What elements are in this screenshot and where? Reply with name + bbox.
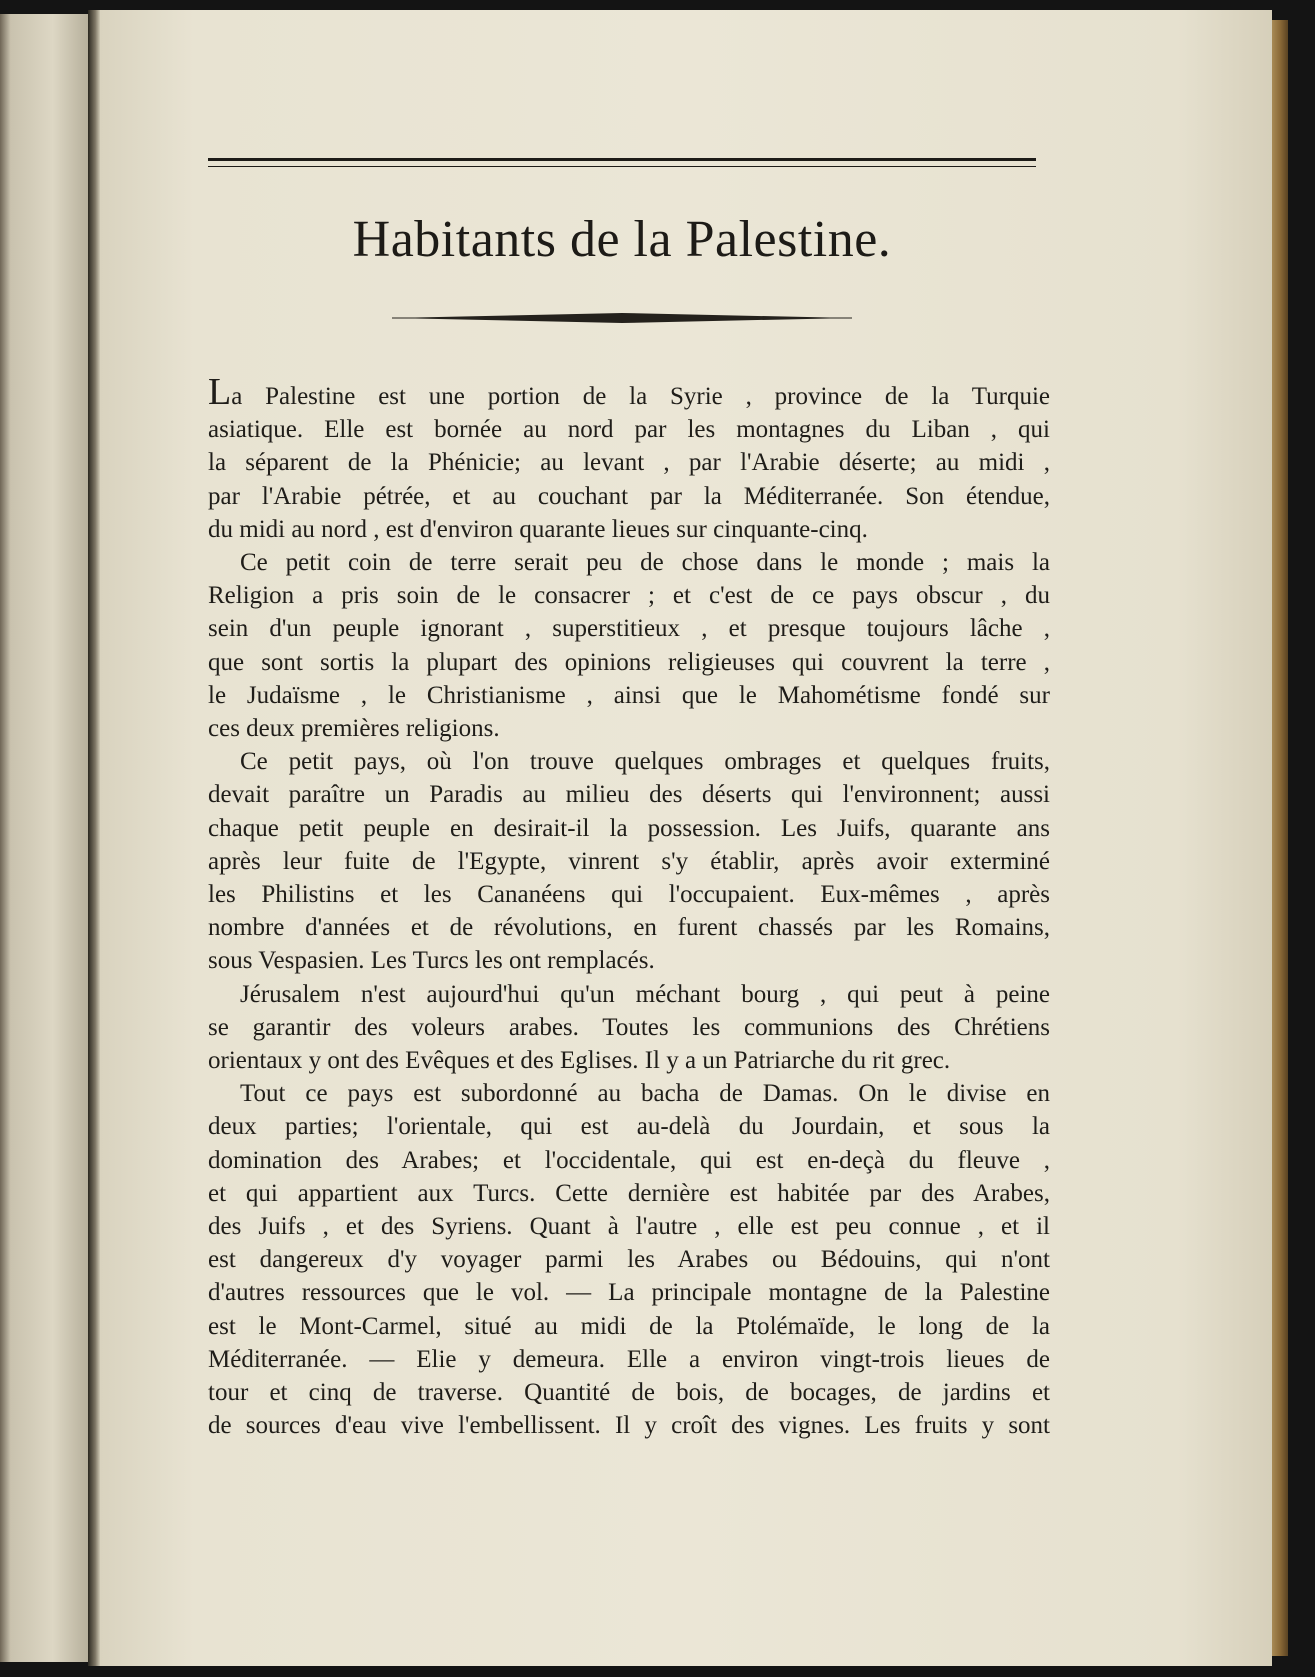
paragraph: [208, 546, 1050, 745]
text-line: est le Mont-Carmel, situé au midi de la Ptolémaïde, le long de la: [208, 1312, 1050, 1340]
text-line: chaque petit peuple en desirait-il la possession. Les Juifs, quarante ans: [208, 814, 1050, 842]
paragraph: [208, 371, 1050, 546]
paragraph: [208, 1077, 1050, 1442]
text-line: le Judaïsme , le Christianisme , ainsi que le Mahométisme fondé sur: [208, 681, 1050, 709]
text-line: Ce petit coin de terre serait peu de chose dans le monde ; mais la: [240, 549, 1050, 577]
text-line: par l'Arabie pétrée, et au couchant par la Méditerranée. Son étendue,: [208, 482, 1050, 510]
drop-cap: L: [208, 371, 232, 413]
body-text: [208, 371, 1050, 1443]
book-gutter: [88, 10, 100, 1666]
left-page-edge: [0, 14, 88, 1662]
text-line: Religion a pris soin de le consacrer ; et c'est de ce pays obscur , du: [208, 582, 1050, 610]
text-line: Méditerranée. — Elie y demeura. Elle a environ vingt-trois lieues de: [208, 1345, 1050, 1373]
text-line: Jérusalem n'est aujourd'hui qu'un méchant bourg , qui peut à peine: [240, 980, 1050, 1008]
text-line: sein d'un peuple ignorant , superstitieux , et presque toujours lâche ,: [208, 615, 1050, 643]
text-line: que sont sortis la plupart des opinions religieuses qui couvrent la terre ,: [208, 648, 1050, 676]
text-line: domination des Arabes; et l'occidentale, qui est en-deçà du fleuve ,: [208, 1146, 1050, 1174]
text-line-content: a Palestine est une portion de la Syrie , province de la Turquie: [231, 383, 1050, 410]
header-double-rule: [208, 158, 1036, 167]
text-line: tour et cinq de traverse. Quantité de bois, de bocages, de jardins et: [208, 1379, 1050, 1407]
page-fore-edge: [1272, 20, 1288, 1656]
paragraph: [208, 745, 1050, 977]
paragraph: [208, 978, 1050, 1078]
text-line: du midi au nord , est d'environ quarante lieues sur cinquante-cinq.: [208, 515, 868, 543]
text-line: asiatique. Elle est bornée au nord par les montagnes du Liban , qui: [208, 416, 1050, 444]
text-line: les Philistins et les Cananéens qui l'occupaient. Eux-mêmes , après: [208, 881, 1050, 909]
title-ornament-rule: [392, 312, 852, 324]
text-line: sous Vespasien. Les Turcs les ont remplacés.: [208, 947, 655, 975]
text-line: des Juifs , et des Syriens. Quant à l'autre , elle est peu connue , et il: [208, 1213, 1050, 1241]
text-line: et qui appartient aux Turcs. Cette dernière est habitée par des Arabes,: [208, 1179, 1050, 1207]
text-line: orientaux y ont des Evêques et des Eglises. Il y a un Patriarche du rit grec.: [208, 1047, 951, 1075]
text-line: est dangereux d'y voyager parmi les Arabes ou Bédouins, qui n'ont: [208, 1246, 1050, 1274]
text-line: [208, 371, 1050, 413]
text-line: la séparent de la Phénicie; au levant , par l'Arabie déserte; au midi ,: [208, 449, 1050, 477]
text-line: après leur fuite de l'Egypte, vinrent s'y établir, après avoir exterminé: [208, 847, 1050, 875]
page-title: Habitants de la Palestine.: [352, 211, 892, 268]
text-line: Ce petit pays, où l'on trouve quelques ombrages et quelques fruits,: [240, 748, 1050, 776]
text-line: se garantir des voleurs arabes. Toutes les communions des Chrétiens: [208, 1013, 1050, 1041]
text-line: deux parties; l'orientale, qui est au-delà du Jourdain, et sous la: [208, 1113, 1050, 1141]
text-line: ces deux premières religions.: [208, 715, 500, 743]
text-line: Tout ce pays est subordonné au bacha de Damas. On le divise en: [240, 1080, 1050, 1108]
text-line: nombre d'années et de révolutions, en furent chassés par les Romains,: [208, 914, 1050, 942]
text-line: devait paraître un Paradis au milieu des déserts qui l'environnent; aussi: [208, 781, 1050, 809]
text-line: d'autres ressources que le vol. — La principale montagne de la Palestine: [208, 1279, 1050, 1307]
text-line: de sources d'eau vive l'embellissent. Il y croît des vignes. Les fruits y sont: [208, 1412, 1050, 1440]
